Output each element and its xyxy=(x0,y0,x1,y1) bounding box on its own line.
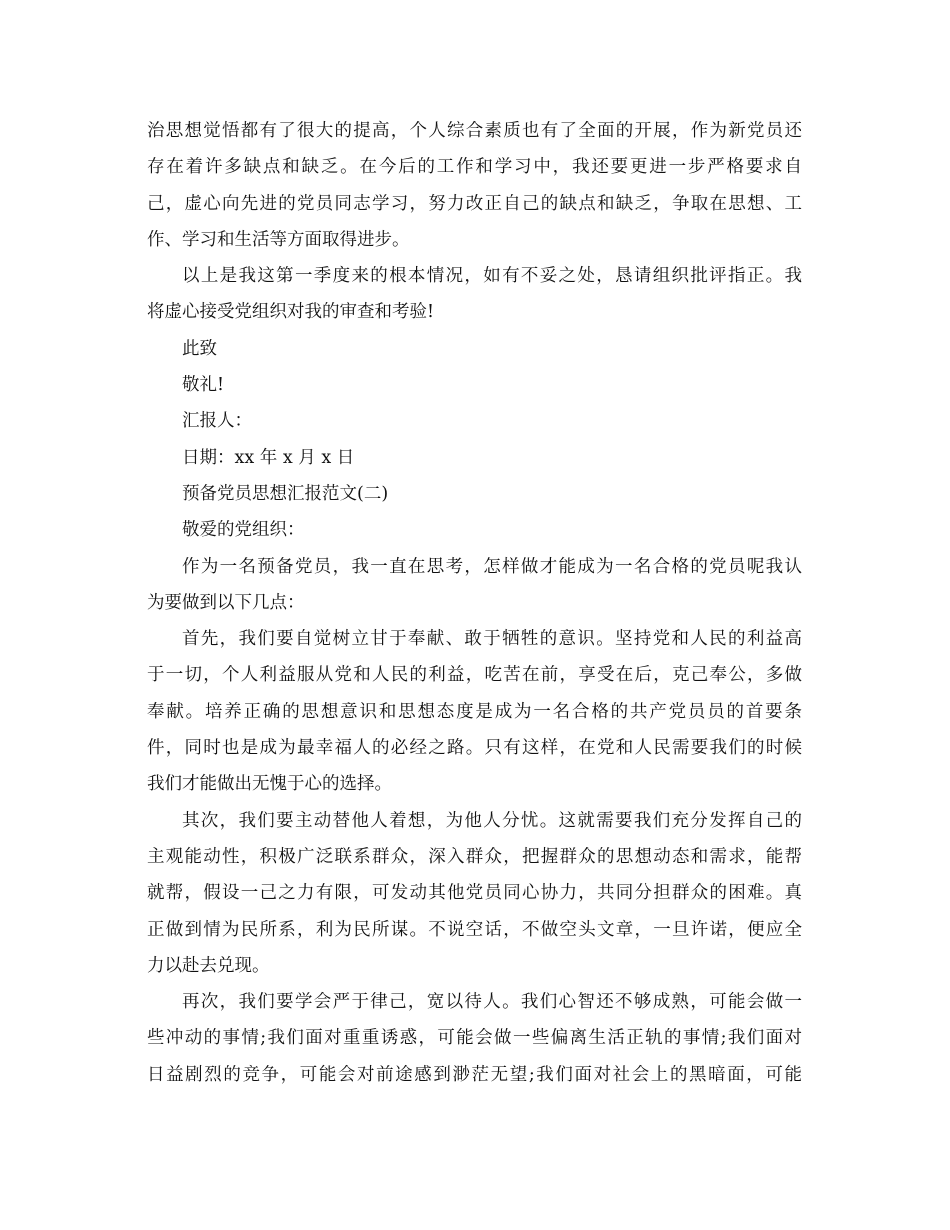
text-line: 作为一名预备党员，我一直在思考，怎样做才能成为一名合格的党员呢我认 xyxy=(182,556,802,577)
text-line: 些冲动的事情;我们面对重重诱惑，可能会做一些偏离生活正轨的事情;我们面对 xyxy=(147,1028,802,1049)
text-line: 将虚心接受党组织对我的审查和考验! xyxy=(147,302,435,323)
text-line: 力以赴去兑现。 xyxy=(147,955,270,976)
text-line: 此致 xyxy=(182,338,217,359)
text-line: 奉献。培养正确的思想意识和思想态度是成为一名合格的共产党员员的首要条 xyxy=(147,701,802,722)
text-line: 治思想觉悟都有了很大的提高，个人综合素质也有了全面的开展，作为新党员还 xyxy=(147,121,802,141)
text-line: 日益剧烈的竞争，可能会对前途感到渺茫无望;我们面对社会上的黑暗面，可能 xyxy=(147,1064,802,1085)
text-line: 再次，我们要学会严于律己，宽以待人。我们心智还不够成熟，可能会做一 xyxy=(182,992,802,1013)
text-line: 主观能动性，积极广泛联系群众，深入群众，把握群众的思想动态和需求，能帮 xyxy=(147,846,802,867)
document-page xyxy=(147,113,802,1093)
text-line: 正做到情为民所系，利为民所谋。不说空话，不做空头文章，一旦许诺，便应全 xyxy=(147,919,802,940)
text-line: 己，虚心向先进的党员同志学习，努力改正自己的缺点和缺乏，争取在思想、工 xyxy=(147,193,802,214)
text-line: 就帮，假设一己之力有限，可发动其他党员同心协力，共同分担群众的困难。真 xyxy=(147,883,802,904)
text-line: 首先，我们要自觉树立甘于奉献、敢于牺牲的意识。坚持党和人民的利益高 xyxy=(182,629,802,650)
text-line: 敬爱的党组织： xyxy=(182,520,305,541)
text-line: 作、学习和生活等方面取得进步。 xyxy=(147,229,410,250)
text-line: 以上是我这第一季度来的根本情况，如有不妥之处，恳请组织批评指正。我 xyxy=(182,266,802,287)
text-line: 敬礼! xyxy=(182,375,225,396)
text-line: 件，同时也是成为最幸福人的必经之路。只有这样，在党和人民需要我们的时候 xyxy=(147,738,802,759)
text-line: 于一切，个人利益服从党和人民的利益，吃苦在前，享受在后，克己奉公，多做 xyxy=(147,665,802,686)
text-line: 为要做到以下几点： xyxy=(147,592,305,613)
text-line: 日期：xx 年 x 月 x 日 xyxy=(182,447,355,468)
text-line: 预备党员思想汇报范文(二) xyxy=(182,483,389,504)
text-line: 汇报人： xyxy=(182,411,252,432)
text-line: 我们才能做出无愧于心的选择。 xyxy=(147,774,392,795)
text-line: 其次，我们要主动替他人着想，为他人分忧。这就需要我们充分发挥自己的 xyxy=(182,810,802,831)
text-line: 存在着许多缺点和缺乏。在今后的工作和学习中，我还要更进一步严格要求自 xyxy=(147,157,802,178)
